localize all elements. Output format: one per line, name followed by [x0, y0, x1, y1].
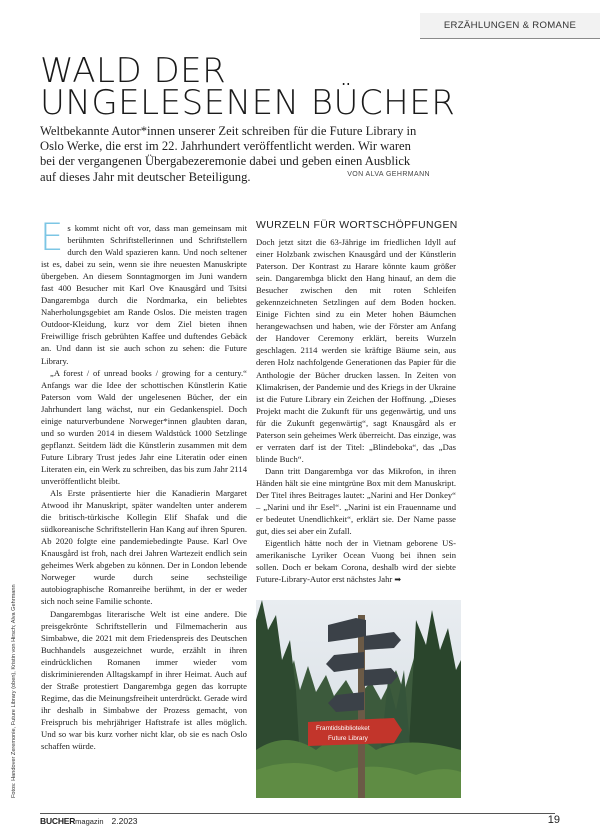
paragraph: Als Erste präsentierte hier die Kanadierin Margaret Atwood ihr Manuskript, später wandelten unter anderem die britisch-türkische Kollegin Elif Shafak und die südkoreanische Schriftstellerin Han Kang auf ihren Spuren. Ab 2020 folgte eine pandemiebedingte Pause. Karl Ove Knausgård ist froh, nach drei Jahren Wartezeit endlich sein geheimes Werk abgeben zu können. Der in London lebende Norweger wurde durch seine sechsteilige autobiographische Romanreihe berühmt, in der er weder sich noch seine Familie schonte.	[41, 488, 247, 607]
continue-arrow-icon: ➡	[394, 575, 402, 585]
paragraph: Dangarembgas literarische Welt ist eine andere. Die preisgekrönte Schriftstellerin und Filmemacherin aus Simbabwe, die 2021 mit dem Friedenspreis des Deutschen Buchhandels ausgezeichnet wurde, erzählt in ihren eindrücklichen Romanen immer wieder vom diskriminierenden Alltagskampf in ihrer Heimat. Auch auf der Straße protestiert Dangarembga gegen das korrupte Regime, das die Meinungsfreiheit unterdrückt. Gerade wird ihr deshalb in Simbabwe der Prozess gemacht, von Freispruch bis mehrjähriger Haftstrafe ist alles möglich. Und so war bis kurz vorher nicht klar, ob sie es nach Oslo schaffen würde.	[41, 608, 247, 752]
page-number: 19	[547, 814, 560, 826]
drop-cap: E	[40, 216, 64, 259]
section-tag: ERZÄHLUNGEN & ROMANE	[420, 13, 600, 39]
article-lead: Weltbekannte Autor*innen unserer Zeit schreiben für die Future Library in Oslo Werke, die erst im 22. Jahrhundert veröffentlicht werden. Wir waren bei der vergangenen Übergabezeremonie dabei und geben einen Ausblick auf dieses Jahr mit deutscher Beteiligung.	[40, 124, 417, 184]
paragraph-text: s kommt nicht oft vor, dass man gemeinsam mit berühmten Schriftstellerinnen und Schriftstellern durch den Wald spazieren kann. Und noch seltener ist es, dabei zu sein, wenn sie ihre neuesten Manuskripte übergeben. An diesem Sonntagmorgen im Juni wandern fast 400 Besucher mit Karl Ove Knausgård und Tsitsi Dangarembga durch die Nordmarka, ein beliebtes Naherholungsgebiet am Rande Oslos. Die meisten tragen Outdoor-Kleidung, kurz vor dem Ziel bieten ihnen Freiwillige frisch gebrühten Kaffee und duftendes Gebäck an. Und dann ist sie auch schon zu sehen: die Future Library.	[41, 223, 247, 366]
brand-bold: BUCHER	[40, 816, 76, 826]
photo-credit-text: Fotos: Handover Zeremonie, Future Library (oben), Kristin von Hirsch; Alva Gehrmann	[11, 584, 17, 798]
paragraph: Dann tritt Dangarembga vor das Mikrofon, in ihren Händen hält sie eine mintgrüne Box mit dem Manuskript. Der Titel ihres Beitrages lautet: „Narini and Her Donkey“ – „Narini und ihr Esel“. „Narini ist ein Frauenname und er bedeutet Unendlichkeit“, erklärt sie. Der Name passe gut, dies sei aber ein Zufall.	[256, 465, 456, 537]
forest-signpost-image	[256, 600, 461, 798]
paragraph-text: Eigentlich hätte noch der in Vietnam geborene US-amerikanische Lyriker Ocean Vuong bei ihnen sein sollen. Doch er bekam Corona, deshalb wird der siebte Future-Library-Autor erst nächstes Jahr	[256, 538, 456, 585]
footer-rule	[40, 813, 555, 814]
sign-text-1: Framtidsbiblioteket	[316, 725, 370, 732]
section-subhead: WURZELN FÜR WORTSCHÖPFUNGEN	[256, 220, 458, 231]
forest-signpost-photo	[256, 600, 461, 798]
title-line-1: WALD DER	[40, 51, 227, 91]
brand-light: magazin	[75, 817, 104, 826]
issue-number: 2.2023	[111, 816, 138, 826]
byline: VON ALVA GEHRMANN	[347, 171, 430, 178]
paragraph	[256, 537, 456, 586]
paragraph: „A forest / of unread books / growing for a century.“ Anfangs war die Idee der schottischen Künstlerin Katie Paterson vom Wald der ungelesenen Bücher, der ein Jahrhundert lang wächst, nur ein Gedankenspiel. Doch einige naturverbundene Norweger*innen glaubten daran, und so wurden 2014 in diesem Waldstück 1000 Setzlinge gepflanzt. Seitdem lädt die Künstlerin zusammen mit dem Future Library Trust jedes Jahr eine Literatin oder einen Literaten ein, ein Werk zu schreiben, das bis zum Jahr 2114 unveröffentlicht bleibt.	[41, 367, 247, 486]
sign-text-2: Future Library	[328, 735, 368, 742]
body-column-1	[40, 216, 247, 752]
body-column-2	[256, 236, 456, 586]
paragraph	[40, 216, 247, 367]
title-line-2: UNGELESENEN BÜCHER	[40, 83, 456, 123]
paragraph: Doch jetzt sitzt die 63-Jährige im friedlichen Idyll auf einer Holzbank zwischen Knausgård und der Künstlerin Paterson. Der Kontrast zu Harare könnte kaum größer sein. Dangarembga blickt den Hang hinauf, an dem die Besucher zwischen den mit roten Schleifen gekennzeichneten Setzlingen auf dem Boden hocken. Einige Fichten sind zu ein Meter hohen Bäumchen herangewachsen und haben, wie der Förster am Anfang der Handover Ceremony erklärt, bereits Wurzeln geschlagen. 2114 werden sie kräftige Bäume sein, aus deren Holz nachfolgende Generationen das Papier für die Anthologie der Bücher drucken lassen. In Zeiten von Klimakrisen, der Pandemie und des Kriegs in der Ukraine ist die Future Library ein Zeichen der Hoffnung. „Dieses Projekt macht die Zukunft für uns gegenwärtig, und uns für die Zukunft gegenwärtig“, sagt Knausgård als er Paterson sein geheimes Werk überreicht. Das einzige, was er verraten darf ist der Titel: „Blindeboka“, das „Das blinde Buch“.	[256, 237, 456, 464]
article-title	[40, 51, 500, 123]
photo-credit	[4, 548, 18, 798]
magazine-brand	[40, 816, 138, 826]
